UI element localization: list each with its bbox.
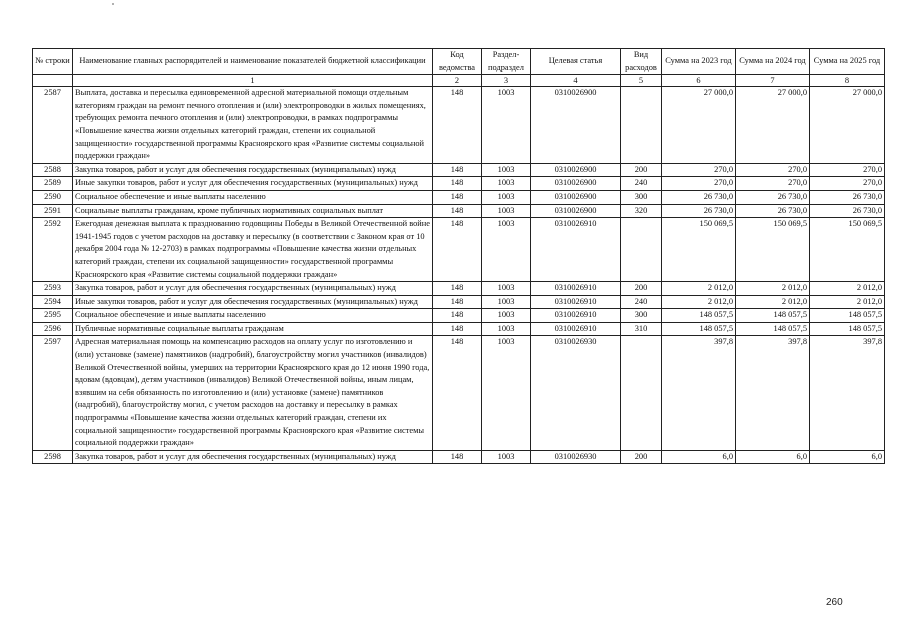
col-number: 1	[73, 75, 433, 87]
target-article-cell: 0310026910	[531, 322, 621, 336]
target-article-cell: 0310026930	[531, 450, 621, 464]
sum-2023-cell: 2 012,0	[662, 282, 736, 296]
sum-2023-cell: 26 730,0	[662, 190, 736, 204]
sum-2025-cell: 397,8	[810, 336, 885, 450]
expense-type-cell: 320	[621, 204, 662, 218]
expense-type-cell: 200	[621, 282, 662, 296]
sum-2025-cell: 2 012,0	[810, 282, 885, 296]
header-row-no: № строки	[33, 49, 73, 75]
sum-2025-cell: 6,0	[810, 450, 885, 464]
row-name-cell: Социальные выплаты гражданам, кроме публичных нормативных социальных выплат	[73, 204, 433, 218]
sum-2023-cell: 27 000,0	[662, 87, 736, 164]
row-number-cell: 2589	[33, 177, 73, 191]
target-article-cell: 0310026910	[531, 282, 621, 296]
expense-type-cell: 300	[621, 309, 662, 323]
dept-code-cell: 148	[433, 309, 482, 323]
row-name-cell: Социальное обеспечение и иные выплаты населению	[73, 309, 433, 323]
expense-type-cell: 240	[621, 295, 662, 309]
dept-code-cell: 148	[433, 295, 482, 309]
section-cell: 1003	[482, 336, 531, 450]
table-row	[33, 87, 885, 164]
sum-2024-cell: 270,0	[736, 177, 810, 191]
sum-2023-cell: 270,0	[662, 163, 736, 177]
header-sum-2025: Сумма на 2025 год	[810, 49, 885, 75]
row-name-cell: Иные закупки товаров, работ и услуг для обеспечения государственных (муниципальных) нужд	[73, 295, 433, 309]
budget-table	[32, 48, 885, 464]
col-number: 5	[621, 75, 662, 87]
header-target: Целевая статья	[531, 49, 621, 75]
expense-type-cell: 200	[621, 163, 662, 177]
dept-code-cell: 148	[433, 218, 482, 282]
target-article-cell: 0310026910	[531, 309, 621, 323]
table-row	[33, 282, 885, 296]
col-number: 2	[433, 75, 482, 87]
expense-type-cell: 310	[621, 322, 662, 336]
sum-2025-cell: 148 057,5	[810, 322, 885, 336]
row-name-cell: Публичные нормативные социальные выплаты гражданам	[73, 322, 433, 336]
table-row	[33, 336, 885, 450]
table-row	[33, 204, 885, 218]
row-number-cell: 2593	[33, 282, 73, 296]
col-number	[33, 75, 73, 87]
sum-2025-cell: 26 730,0	[810, 190, 885, 204]
dept-code-cell: 148	[433, 204, 482, 218]
header-row	[33, 49, 885, 75]
col-number: 3	[482, 75, 531, 87]
row-number-cell: 2590	[33, 190, 73, 204]
sum-2025-cell: 26 730,0	[810, 204, 885, 218]
header-dept-code: Код ведомства	[433, 49, 482, 75]
table-row	[33, 295, 885, 309]
dept-code-cell: 148	[433, 163, 482, 177]
sum-2024-cell: 2 012,0	[736, 282, 810, 296]
col-number: 8	[810, 75, 885, 87]
row-name-cell: Выплата, доставка и пересылка единовременной адресной материальной помощи отдельным категориям граждан на ремонт печного отопления и (или) электропроводки в жилых помещениях, требующих ремонта печного отопления и (или) электропроводки, в рамках подпрограммы «Повышение качества жизни отдельных категорий граждан, степени их социальной защищенности» государственной программы Красноярского края «Развитие системы социальной поддержки граждан»	[73, 87, 433, 164]
col-number: 4	[531, 75, 621, 87]
target-article-cell: 0310026900	[531, 190, 621, 204]
section-cell: 1003	[482, 218, 531, 282]
table-body	[33, 87, 885, 464]
sum-2024-cell: 397,8	[736, 336, 810, 450]
row-name-cell: Адресная материальная помощь на компенсацию расходов на оплату услуг по изготовлению и (или) установке (замене) памятников (надгробий), благоустройству могил участников (инвалидов) Великой Отечественной войны, умерших на территории Красноярского края до 12 июня 1990 года, вдовам (вдовцам), детям участников (инвалидов) Великой Отечественной войны, иным лицам, взявшим на себя обязанность по изготовлению и (или) установке (замене) памятников (надгробий), благоустройству могил, с учетом расходов на доставку и пересылку в рамках подпрограммы «Повышение качества жизни отдельных категорий граждан, степени их социальной защищенности» государственной программы Красноярского края «Развитие системы социальной поддержки граждан»	[73, 336, 433, 450]
sum-2025-cell: 148 057,5	[810, 309, 885, 323]
table-row	[33, 190, 885, 204]
sum-2023-cell: 150 069,5	[662, 218, 736, 282]
col-number: 6	[662, 75, 736, 87]
row-name-cell: Закупка товаров, работ и услуг для обеспечения государственных (муниципальных) нужд	[73, 163, 433, 177]
sum-2025-cell: 270,0	[810, 163, 885, 177]
row-name-cell: Социальное обеспечение и иные выплаты населению	[73, 190, 433, 204]
sum-2023-cell: 270,0	[662, 177, 736, 191]
dept-code-cell: 148	[433, 190, 482, 204]
expense-type-cell: 240	[621, 177, 662, 191]
table-row	[33, 218, 885, 282]
row-name-cell: Закупка товаров, работ и услуг для обеспечения государственных (муниципальных) нужд	[73, 450, 433, 464]
sum-2024-cell: 148 057,5	[736, 322, 810, 336]
section-cell: 1003	[482, 309, 531, 323]
sum-2025-cell: 27 000,0	[810, 87, 885, 164]
sum-2024-cell: 26 730,0	[736, 190, 810, 204]
page-number: 260	[826, 597, 843, 608]
sum-2023-cell: 148 057,5	[662, 322, 736, 336]
target-article-cell: 0310026900	[531, 204, 621, 218]
sum-2024-cell: 2 012,0	[736, 295, 810, 309]
sum-2023-cell: 26 730,0	[662, 204, 736, 218]
sum-2023-cell: 2 012,0	[662, 295, 736, 309]
dept-code-cell: 148	[433, 282, 482, 296]
row-name-cell: Иные закупки товаров, работ и услуг для обеспечения государственных (муниципальных) нужд	[73, 177, 433, 191]
dept-code-cell: 148	[433, 177, 482, 191]
row-number-cell: 2587	[33, 87, 73, 164]
dept-code-cell: 148	[433, 336, 482, 450]
header-sum-2023: Сумма на 2023 год	[662, 49, 736, 75]
table-row	[33, 309, 885, 323]
dept-code-cell: 148	[433, 87, 482, 164]
section-cell: 1003	[482, 190, 531, 204]
sum-2024-cell: 148 057,5	[736, 309, 810, 323]
target-article-cell: 0310026910	[531, 218, 621, 282]
expense-type-cell: 300	[621, 190, 662, 204]
sum-2025-cell: 150 069,5	[810, 218, 885, 282]
sum-2024-cell: 6,0	[736, 450, 810, 464]
sum-2025-cell: 270,0	[810, 177, 885, 191]
sum-2025-cell: 2 012,0	[810, 295, 885, 309]
row-number-cell: 2591	[33, 204, 73, 218]
expense-type-cell: 200	[621, 450, 662, 464]
target-article-cell: 0310026930	[531, 336, 621, 450]
row-number-cell: 2588	[33, 163, 73, 177]
dept-code-cell: 148	[433, 450, 482, 464]
budget-table-sheet	[32, 48, 884, 464]
sum-2023-cell: 6,0	[662, 450, 736, 464]
section-cell: 1003	[482, 450, 531, 464]
col-number: 7	[736, 75, 810, 87]
sum-2024-cell: 26 730,0	[736, 204, 810, 218]
sum-2023-cell: 397,8	[662, 336, 736, 450]
section-cell: 1003	[482, 295, 531, 309]
table-row	[33, 450, 885, 464]
section-cell: 1003	[482, 282, 531, 296]
sum-2024-cell: 270,0	[736, 163, 810, 177]
scan-speck	[112, 3, 114, 5]
header-name: Наименование главных распорядителей и наименование показателей бюджетной классификации	[73, 49, 433, 75]
row-number-cell: 2594	[33, 295, 73, 309]
table-row	[33, 322, 885, 336]
expense-type-cell	[621, 336, 662, 450]
row-name-cell: Ежегодная денежная выплата к празднованию годовщины Победы в Великой Отечественной войне 1941-1945 годов с учетом расходов на доставку и пересылку (в соответствии с Законом края от 10 декабря 2004 года № 12-2703) в рамках подпрограммы «Повышение качества жизни отдельных категорий граждан, степени их социальной защищенности» государственной программы Красноярского края «Развитие системы социальной поддержки граждан»	[73, 218, 433, 282]
sum-2023-cell: 148 057,5	[662, 309, 736, 323]
row-number-cell: 2598	[33, 450, 73, 464]
table-row	[33, 163, 885, 177]
row-number-cell: 2595	[33, 309, 73, 323]
row-number-cell: 2596	[33, 322, 73, 336]
column-number-row	[33, 75, 885, 87]
section-cell: 1003	[482, 177, 531, 191]
section-cell: 1003	[482, 322, 531, 336]
row-number-cell: 2592	[33, 218, 73, 282]
row-name-cell: Закупка товаров, работ и услуг для обеспечения государственных (муниципальных) нужд	[73, 282, 433, 296]
target-article-cell: 0310026900	[531, 177, 621, 191]
section-cell: 1003	[482, 163, 531, 177]
header-sum-2024: Сумма на 2024 год	[736, 49, 810, 75]
sum-2024-cell: 150 069,5	[736, 218, 810, 282]
table-row	[33, 177, 885, 191]
section-cell: 1003	[482, 87, 531, 164]
target-article-cell: 0310026910	[531, 295, 621, 309]
target-article-cell: 0310026900	[531, 87, 621, 164]
section-cell: 1003	[482, 204, 531, 218]
header-section: Раздел-подраздел	[482, 49, 531, 75]
sum-2024-cell: 27 000,0	[736, 87, 810, 164]
target-article-cell: 0310026900	[531, 163, 621, 177]
dept-code-cell: 148	[433, 322, 482, 336]
expense-type-cell	[621, 87, 662, 164]
row-number-cell: 2597	[33, 336, 73, 450]
header-exp-type: Вид расходов	[621, 49, 662, 75]
expense-type-cell	[621, 218, 662, 282]
